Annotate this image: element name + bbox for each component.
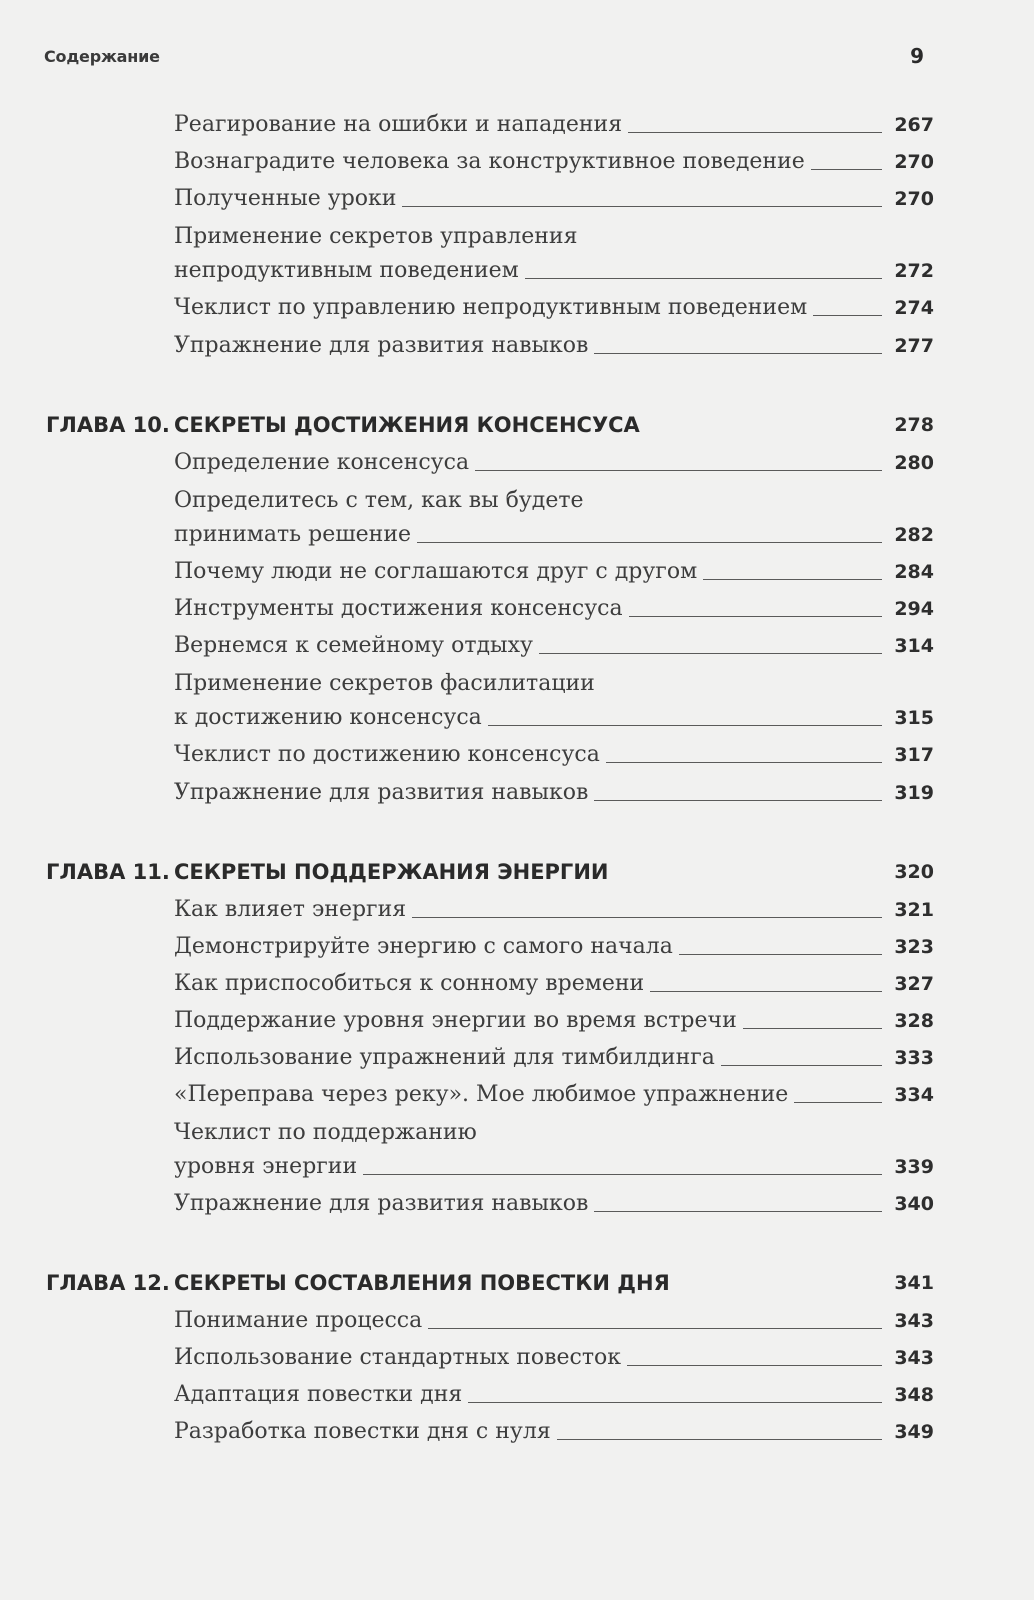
toc-entry	[174, 295, 934, 321]
toc-entry-title: к достижению консенсуса	[174, 705, 482, 730]
dot-leader	[628, 132, 882, 133]
toc-entry	[174, 1191, 934, 1217]
toc-entry-page: 282	[894, 524, 934, 546]
dot-leader	[794, 1102, 882, 1103]
toc-entry-page: 321	[894, 899, 934, 921]
dot-leader	[363, 1174, 882, 1175]
toc-entry	[174, 705, 934, 731]
toc-entry-page: 349	[894, 1421, 934, 1443]
toc-entry	[174, 897, 934, 923]
toc-entry-title: Использование упражнений для тимбилдинга	[174, 1045, 715, 1070]
dot-leader	[679, 954, 882, 955]
toc-entry	[174, 1308, 934, 1334]
chapter-title: СЕКРЕТЫ ПОДДЕРЖАНИЯ ЭНЕРГИИ	[174, 860, 609, 884]
dot-leader	[743, 1028, 882, 1029]
toc-entry-page: 328	[894, 1010, 934, 1032]
toc-entry-page: 343	[894, 1310, 934, 1332]
toc-entry-title: Реагирование на ошибки и нападения	[174, 112, 623, 137]
toc-entry-title: «Переправа через реку». Мое любимое упражнение	[174, 1082, 789, 1107]
toc-entry-title-line1: Определитесь с тем, как вы будете	[174, 488, 584, 513]
chapter-label: ГЛАВА 10.	[46, 413, 170, 437]
toc-entry-page: 284	[894, 561, 934, 583]
chapter-title: СЕКРЕТЫ СОСТАВЛЕНИЯ ПОВЕСТКИ ДНЯ	[174, 1271, 670, 1295]
toc-entry	[174, 1382, 934, 1408]
toc-entry-title: Вернемся к семейному отдыху	[174, 633, 533, 658]
chapter-heading	[46, 412, 934, 438]
toc-entry-title: Разработка повестки дня с нуля	[174, 1419, 551, 1444]
toc-entry-title: Упражнение для развития навыков	[174, 1191, 589, 1216]
dot-leader	[428, 1328, 882, 1329]
toc-entry	[174, 934, 934, 960]
chapter-title: СЕКРЕТЫ ДОСТИЖЕНИЯ КОНСЕНСУСА	[174, 413, 640, 437]
toc-entry-title: Демонстрируйте энергию с самого начала	[174, 934, 673, 959]
toc-entry-title: Понимание процесса	[174, 1308, 423, 1333]
dot-leader	[412, 917, 882, 918]
toc-entry-title: Инструменты достижения консенсуса	[174, 596, 623, 621]
toc-entry	[174, 112, 934, 138]
toc-entry-title: принимать решение	[174, 522, 412, 547]
dot-leader	[594, 353, 882, 354]
toc-entry-title: Поддержание уровня энергии во время встречи	[174, 1008, 737, 1033]
toc-entry-page: 348	[894, 1384, 934, 1406]
toc-entry-page: 270	[894, 188, 934, 210]
toc-entry-title: Чеклист по достижению консенсуса	[174, 742, 600, 767]
toc-entry-title: Упражнение для развития навыков	[174, 333, 589, 358]
toc-entry-page: 319	[894, 782, 934, 804]
toc-entry	[174, 1154, 934, 1180]
toc-entry-title: Определение консенсуса	[174, 450, 470, 475]
toc-entry-page: 314	[894, 635, 934, 657]
dot-leader	[417, 542, 882, 543]
dot-leader	[606, 762, 882, 763]
toc-entry-page: 317	[894, 744, 934, 766]
toc-entry-page: 327	[894, 973, 934, 995]
chapter-heading	[46, 1270, 934, 1296]
toc-entry	[174, 971, 934, 997]
toc-entry-title-line1: Применение секретов управления	[174, 224, 578, 249]
dot-leader	[539, 653, 882, 654]
toc-entry-title: Упражнение для развития навыков	[174, 780, 589, 805]
toc-entry-page: 280	[894, 452, 934, 474]
toc-entry	[174, 450, 934, 476]
toc-entry	[174, 1345, 934, 1371]
chapter-page: 341	[894, 1272, 934, 1294]
dot-leader	[703, 579, 882, 580]
dot-leader	[650, 991, 882, 992]
dot-leader	[402, 206, 882, 207]
dot-leader	[468, 1402, 882, 1403]
toc-entry-page: 323	[894, 936, 934, 958]
toc-entry	[174, 522, 934, 548]
toc-entry-page: 294	[894, 598, 934, 620]
toc-entry-title-line1: Чеклист по поддержанию	[174, 1120, 477, 1145]
running-head	[44, 44, 924, 68]
toc-entry-title: Как приспособиться к сонному времени	[174, 971, 645, 996]
section-title: Содержание	[44, 46, 160, 66]
chapter-label: ГЛАВА 11.	[46, 860, 170, 884]
chapter-page: 320	[894, 861, 934, 883]
dot-leader	[811, 169, 882, 170]
dot-leader	[813, 315, 882, 316]
dot-leader	[629, 616, 882, 617]
toc-entry-page: 270	[894, 151, 934, 173]
toc-entry-title-line1: Применение секретов фасилитации	[174, 671, 595, 696]
chapter-heading	[46, 859, 934, 885]
toc-entry-page: 277	[894, 335, 934, 357]
toc-entry-page: 315	[894, 707, 934, 729]
dot-leader	[525, 278, 882, 279]
toc-entry-page: 267	[894, 114, 934, 136]
toc-entry-page: 333	[894, 1047, 934, 1069]
dot-leader	[488, 725, 882, 726]
toc-entry	[174, 596, 934, 622]
toc-entry-page: 274	[894, 297, 934, 319]
toc-entry-title: Адаптация повестки дня	[174, 1382, 463, 1407]
toc-entry	[174, 559, 934, 585]
toc-entry-title: Вознаградите человека за конструктивное поведение	[174, 149, 805, 174]
toc-entry	[174, 633, 934, 659]
dot-leader	[627, 1365, 882, 1366]
toc-entry-page: 339	[894, 1156, 934, 1178]
chapter-label: ГЛАВА 12.	[46, 1271, 170, 1295]
toc-entry-title: Чеклист по управлению непродуктивным поведением	[174, 295, 808, 320]
toc-entry	[174, 149, 934, 175]
toc-entry-title: Полученные уроки	[174, 186, 397, 211]
toc-entry	[174, 1045, 934, 1071]
toc-entry	[174, 1008, 934, 1034]
dot-leader	[557, 1439, 882, 1440]
toc-entry-page: 334	[894, 1084, 934, 1106]
dot-leader	[594, 1211, 882, 1212]
toc-entry-title: Почему люди не соглашаются друг с другом	[174, 559, 698, 584]
dot-leader	[475, 470, 882, 471]
dot-leader	[721, 1065, 882, 1066]
toc-entry-page: 272	[894, 260, 934, 282]
toc-entry	[174, 258, 934, 284]
toc-entry-page: 340	[894, 1193, 934, 1215]
toc-entry-page: 343	[894, 1347, 934, 1369]
toc-entry	[174, 780, 934, 806]
toc-entry-title: Как влияет энергия	[174, 897, 407, 922]
toc-entry	[174, 1419, 934, 1445]
toc-entry-title: уровня энергии	[174, 1154, 358, 1179]
toc-entry-title: непродуктивным поведением	[174, 258, 519, 283]
toc-entry-title: Использование стандартных повесток	[174, 1345, 622, 1370]
toc-entry	[174, 186, 934, 212]
toc-entry	[174, 742, 934, 768]
page-number: 9	[910, 44, 924, 68]
dot-leader	[594, 800, 882, 801]
toc-entry	[174, 333, 934, 359]
toc-entry	[174, 1082, 934, 1108]
chapter-page: 278	[894, 414, 934, 436]
